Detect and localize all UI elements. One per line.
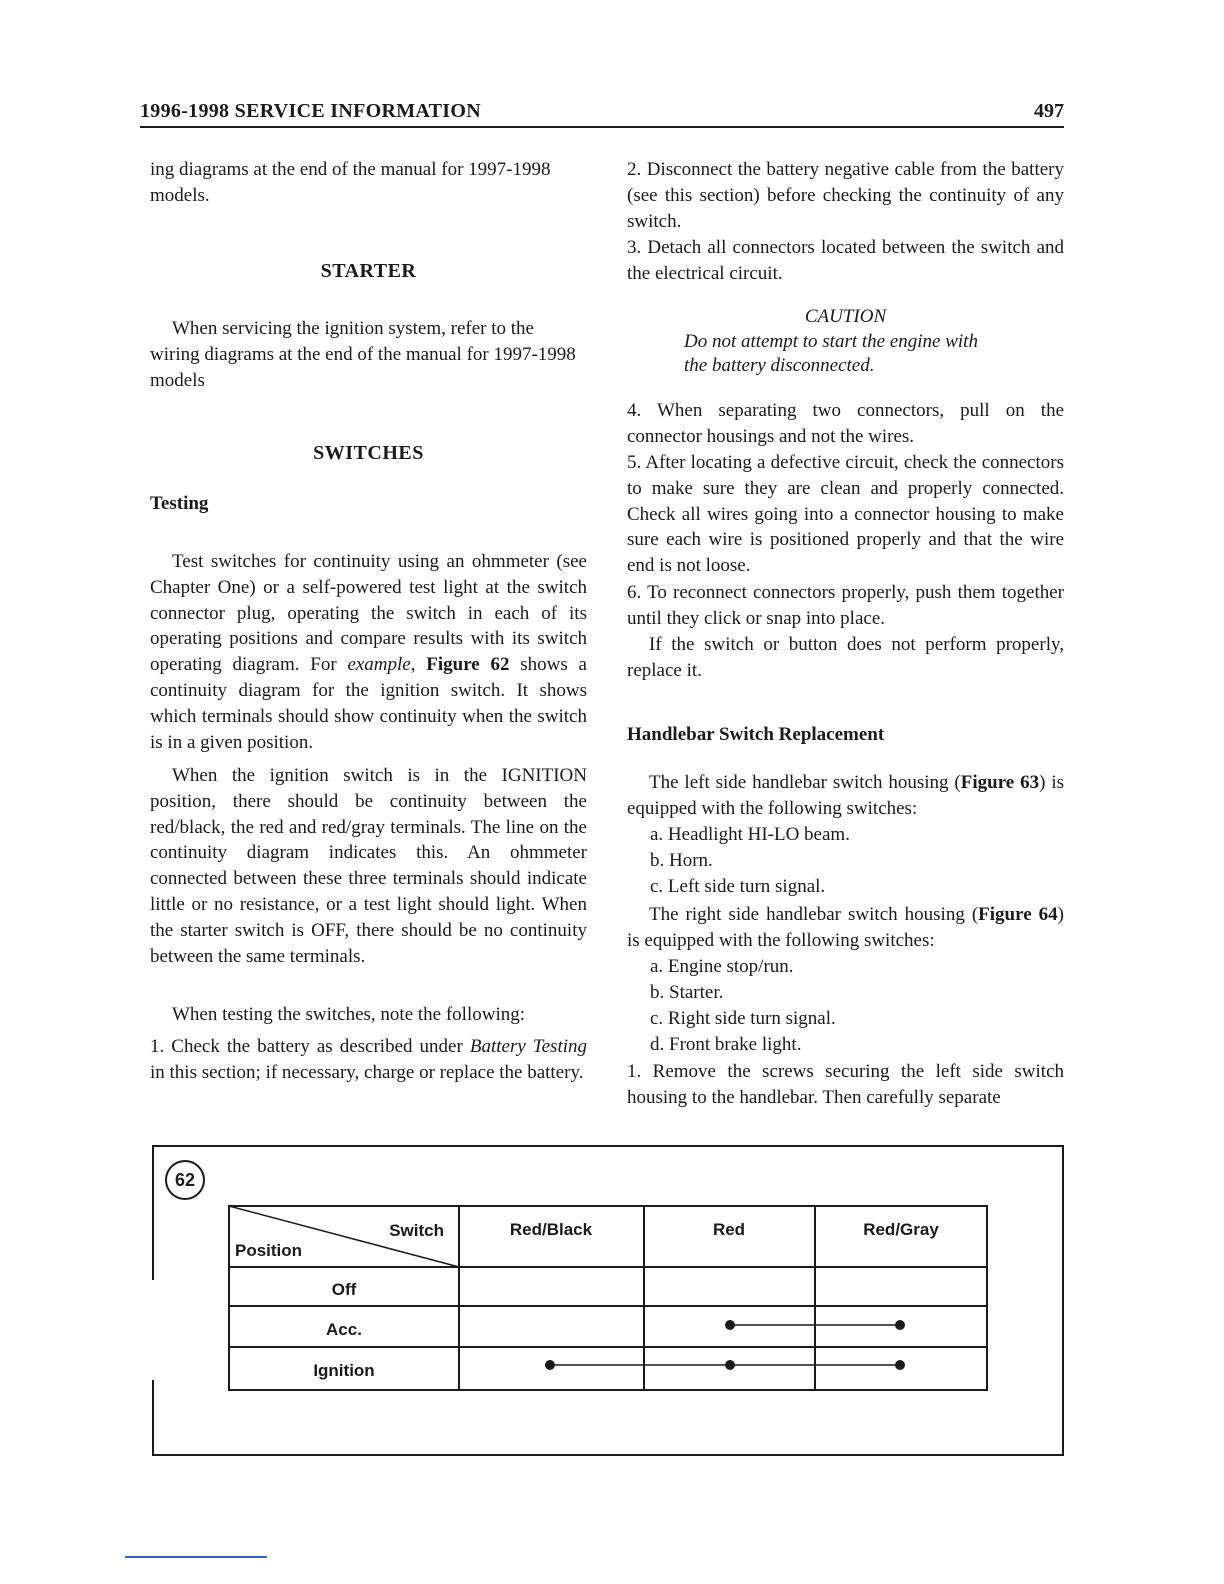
row-label-off: Off — [331, 1280, 357, 1299]
list-item: c. Right side turn signal. — [650, 1008, 836, 1029]
row-label-ignition: Ignition — [313, 1361, 375, 1380]
caution-line-2: the battery disconnected. — [684, 355, 875, 376]
figure-frame-edge — [152, 1145, 154, 1280]
left-switch-list — [650, 822, 850, 900]
column-header-red: Red — [712, 1220, 746, 1239]
page-number: 497 — [1034, 100, 1064, 122]
continuity-dot-acc-red — [725, 1320, 735, 1330]
corner-switch-label: Switch — [389, 1221, 444, 1240]
list-item: a. Headlight HI-LO beam. — [650, 824, 850, 845]
scan-edge-line — [125, 1556, 267, 1558]
caution-title: CAUTION — [804, 306, 887, 327]
list-item: b. Horn. — [650, 850, 713, 871]
column-header-red-gray: Red/Gray — [863, 1220, 939, 1239]
figure-frame-edge — [152, 1380, 154, 1455]
testing-paragraph-2: When the ignition switch is in the IGNITION position, there should be continuity between the red/black, the red and red/gray terminals. The line on the continuity diagram indicates this. An ohmmeter connected between these three terminals should indicate little or no resistance, or a test light should light. When the starter switch is OFF, there should be no continuity between the same terminals. — [150, 765, 587, 967]
starter-heading: STARTER — [320, 260, 417, 282]
row-label-acc: Acc. — [326, 1320, 362, 1339]
header-title: 1996-1998 SERVICE INFORMATION — [140, 100, 481, 122]
continuity-diagram — [228, 1205, 988, 1391]
step-5: 5. After locating a defective circuit, check the connectors to make sure they are clean and properly connected. Check all wires going into a connector housing to make sure each wire is positioned properly and that the wire end is not loose. — [627, 452, 1064, 577]
left-intro: ing diagrams at the end of the manual for 1997-1998 models. — [150, 159, 551, 206]
starter-text: When servicing the ignition system, refer to the wiring diagrams at the end of the manual for 1997-1998 models — [150, 318, 576, 391]
step-6: 6. To reconnect connectors properly, push them together until they click or snap into place. — [627, 582, 1064, 629]
switches-heading: SWITCHES — [313, 442, 424, 464]
removal-step-1: 1. Remove the screws securing the left side switch housing to the handlebar. Then carefully separate — [627, 1061, 1064, 1108]
step-4: 4. When separating two connectors, pull on the connector housings and not the wires. — [627, 400, 1064, 447]
testing-step-1: 1. Check the battery as described under Battery Testing in this section; if necessary, charge or replace the battery. — [150, 1036, 588, 1083]
step-2: 2. Disconnect the battery negative cable from the battery (see this section) before checking the continuity of any switch. — [627, 159, 1064, 232]
corner-position-label: Position — [235, 1241, 303, 1260]
testing-heading: Testing — [150, 493, 209, 514]
step-3: 3. Detach all connectors located between the switch and the electrical circuit. — [627, 237, 1064, 284]
right-housing-text: The right side handlebar switch housing (Figure 64) is equipped with the following switches: — [627, 904, 1064, 951]
list-item: b. Starter. — [650, 982, 724, 1003]
list-item: a. Engine stop/run. — [650, 956, 794, 977]
page-header — [140, 100, 1064, 128]
continuity-dot-ignition-red — [725, 1360, 735, 1370]
list-item: c. Left side turn signal. — [650, 876, 826, 897]
list-item: d. Front brake light. — [650, 1034, 802, 1055]
handlebar-heading: Handlebar Switch Replacement — [627, 724, 885, 745]
left-housing-text: The left side handlebar switch housing (Figure 63) is equipped with the following switches: — [627, 772, 1064, 819]
caution-line-1: Do not attempt to start the engine with — [684, 331, 978, 352]
replace-note: If the switch or button does not perform properly, replace it. — [627, 634, 1064, 681]
figure-number-badge: 62 — [165, 1160, 205, 1200]
continuity-dot-acc-red-gray — [895, 1320, 905, 1330]
continuity-dot-ignition-red-black — [545, 1360, 555, 1370]
column-header-red-black: Red/Black — [509, 1220, 593, 1239]
continuity-dot-ignition-red-gray — [895, 1360, 905, 1370]
right-switch-list — [650, 954, 836, 1058]
testing-paragraph-3: When testing the switches, note the following: — [172, 1004, 526, 1025]
testing-paragraph-1: Test switches for continuity using an ohmmeter (see Chapter One) or a self-powered test light at the switch connector plug, operating the switch in each of its operating positions and compare results with its switch operating diagram. For example, Figure 62 shows a continuity diagram for the ignition switch. It shows which terminals should show continuity when the switch is in a given position. — [150, 551, 587, 753]
